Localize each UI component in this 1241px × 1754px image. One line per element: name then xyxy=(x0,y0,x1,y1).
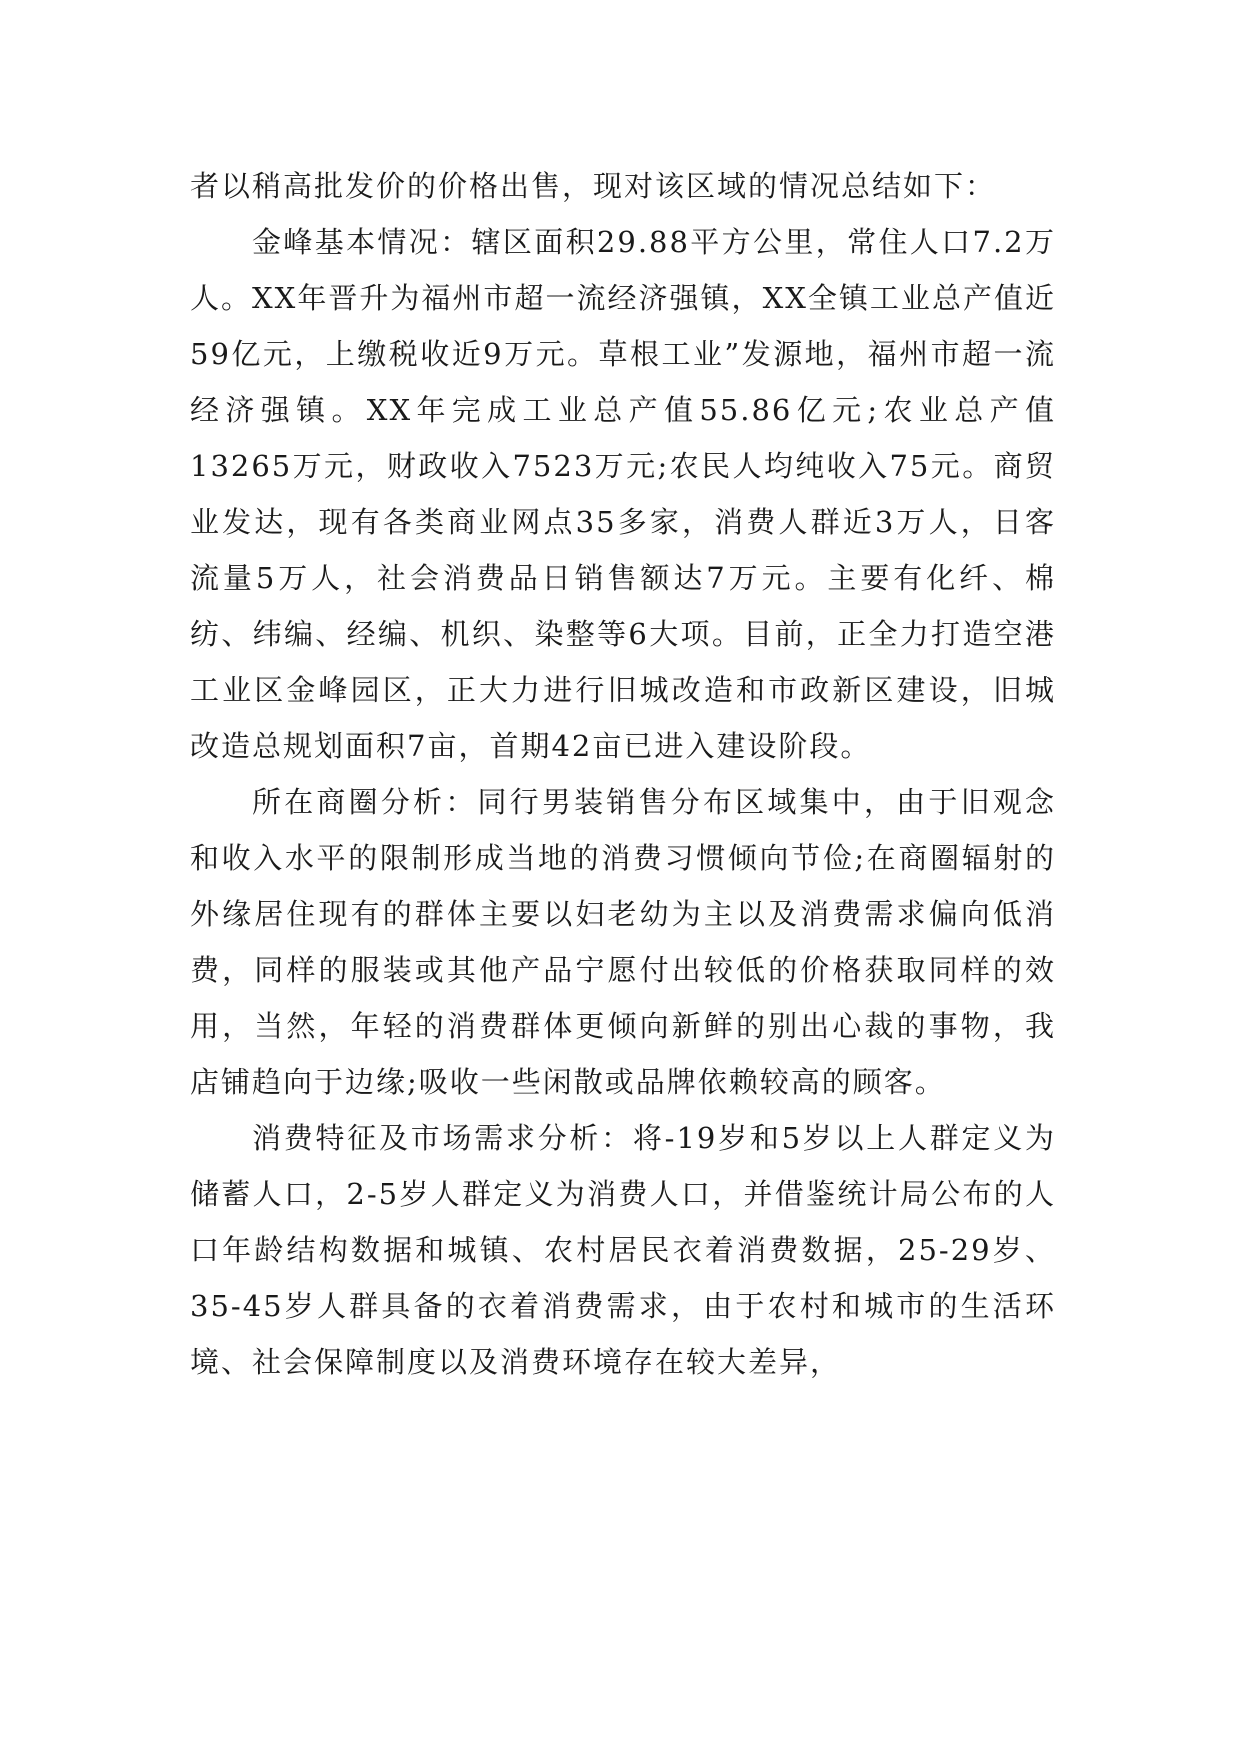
paragraph-jinfeng-overview: 金峰基本情况：辖区面积29.88平方公里，常住人口7.2万人。XX年晋升为福州市超一流经济强镇，XX全镇工业总产值近59亿元，上缴税收近9万元。草根工业”发源地，福州市超一流经济强镇。XX年完成工业总产值55.86亿元;农业总产值13265万元，财政收入7523万元;农民人均纯收入75元。商贸业发达，现有各类商业网点35多家，消费人群近3万人，日客流量5万人，社会消费品日销售额达7万元。主要有化纤、棉纺、纬编、经编、机织、染整等6大项。目前，正全力打造空港工业区金峰园区，正大力进行旧城改造和市政新区建设，旧城改造总规划面积7亩，首期42亩已进入建设阶段。 xyxy=(190,225,1056,763)
paragraph-continuation: 者以稍高批发价的价格出售，现对该区域的情况总结如下： xyxy=(190,169,997,203)
document-body xyxy=(190,158,1056,1390)
paragraph-trade-area-analysis: 所在商圈分析：同行男装销售分布区域集中，由于旧观念和收入水平的限制形成当地的消费习惯倾向节俭;在商圈辐射的外缘居住现有的群体主要以妇老幼为主以及消费需求偏向低消费，同样的服装或其他产品宁愿付出较低的价格获取同样的效用，当然，年轻的消费群体更倾向新鲜的别出心裁的事物，我店铺趋向于边缘;吸收一些闲散或品牌依赖较高的顾客。 xyxy=(190,785,1056,1099)
paragraph-consumer-demand-analysis: 消费特征及市场需求分析：将-19岁和5岁以上人群定义为储蓄人口，2-5岁人群定义为消费人口，并借鉴统计局公布的人口年龄结构数据和城镇、农村居民衣着消费数据，25-29岁、35-45岁人群具备的衣着消费需求，由于农村和城市的生活环境、社会保障制度以及消费环境存在较大差异， xyxy=(190,1121,1056,1379)
